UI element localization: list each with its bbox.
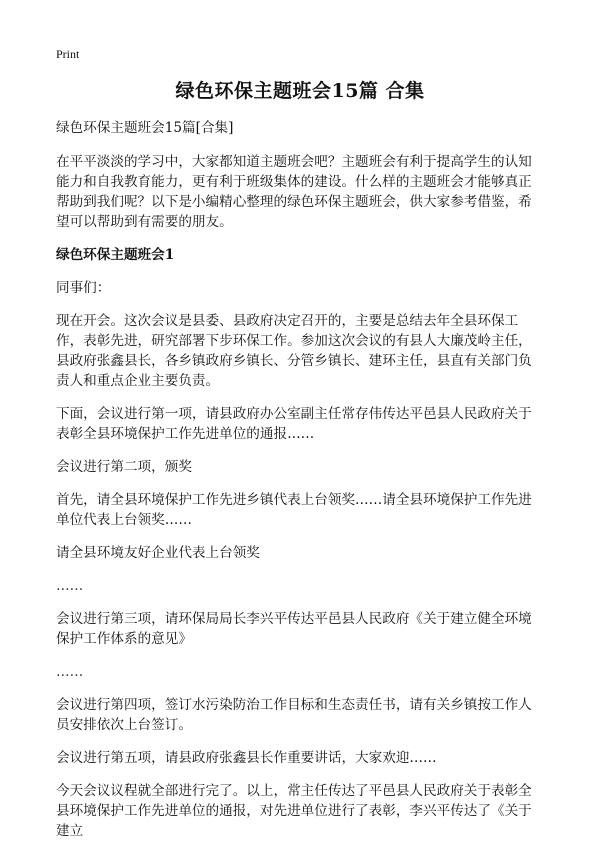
document-subtitle: 绿色环保主题班会15篇[合集] [56,120,234,136]
body-paragraph: 请全县环境友好企业代表上台领奖 [56,545,260,561]
body-paragraph: 会议进行第五项，请县政府张鑫县长作重要讲话，大家欢迎…… [56,750,437,766]
body-paragraph: 首先，请全县环境保护工作先进乡镇代表上台领奖……请全县环境保护工作先进单位代表上台领奖…… [56,492,532,528]
print-link[interactable]: Print [56,47,80,61]
body-paragraph: 会议进行第三项，请环保局局长李兴平传达平邑县人民政府《关于建立健全环境保护工作体系的意见》 [56,611,532,647]
ellipsis-line: …… [56,664,84,680]
body-paragraph: 下面，会议进行第一项，请县政府办公室副主任常存伟传达平邑县人民政府关于表彰全县环境保护工作先进单位的通报…… [56,406,532,442]
body-paragraph: 会议进行第四项，签订水污染防治工作目标和生态责任书，请有关乡镇按工作人员安排依次上台签订。 [56,697,532,733]
section-heading: 绿色环保主题班会1 [56,247,175,263]
ellipsis-line: …… [56,578,84,594]
body-paragraph: 会议进行第二项，颁奖 [56,459,192,475]
intro-paragraph: 在平平淡淡的学习中，大家都知道主题班会吧？主题班会有利于提高学生的认知能力和自我教育能力，更有利于班级集体的建设。什么样的主题班会才能够真正帮助到我们呢？以下是小编精心整理的绿色环保主题班会，供大家参考借鉴，希望可以帮助到有需要的朋友。 [56,154,532,230]
document-body [56,118,544,854]
page-title: 绿色环保主题班会15篇 合集 [175,80,425,102]
body-paragraph: 今天会议议程就全部进行完了。以上，常主任传达了平邑县人民政府关于表彰全县环境保护工作先进单位的通报，对先进单位进行了表彰，李兴平传达了《关于建立 [56,783,532,839]
body-paragraph: 现在开会。这次会议是县委、县政府决定召开的，主要是总结去年全县环保工作，表彰先进，研究部署下步环保工作。参加这次会议的有县人大廉茂岭主任，县政府张鑫县长，各乡镇政府乡镇长、分管乡镇长、建环主任，县直有关部门负责人和重点企业主要负责。 [56,313,532,389]
salutation: 同事们： [56,280,111,296]
